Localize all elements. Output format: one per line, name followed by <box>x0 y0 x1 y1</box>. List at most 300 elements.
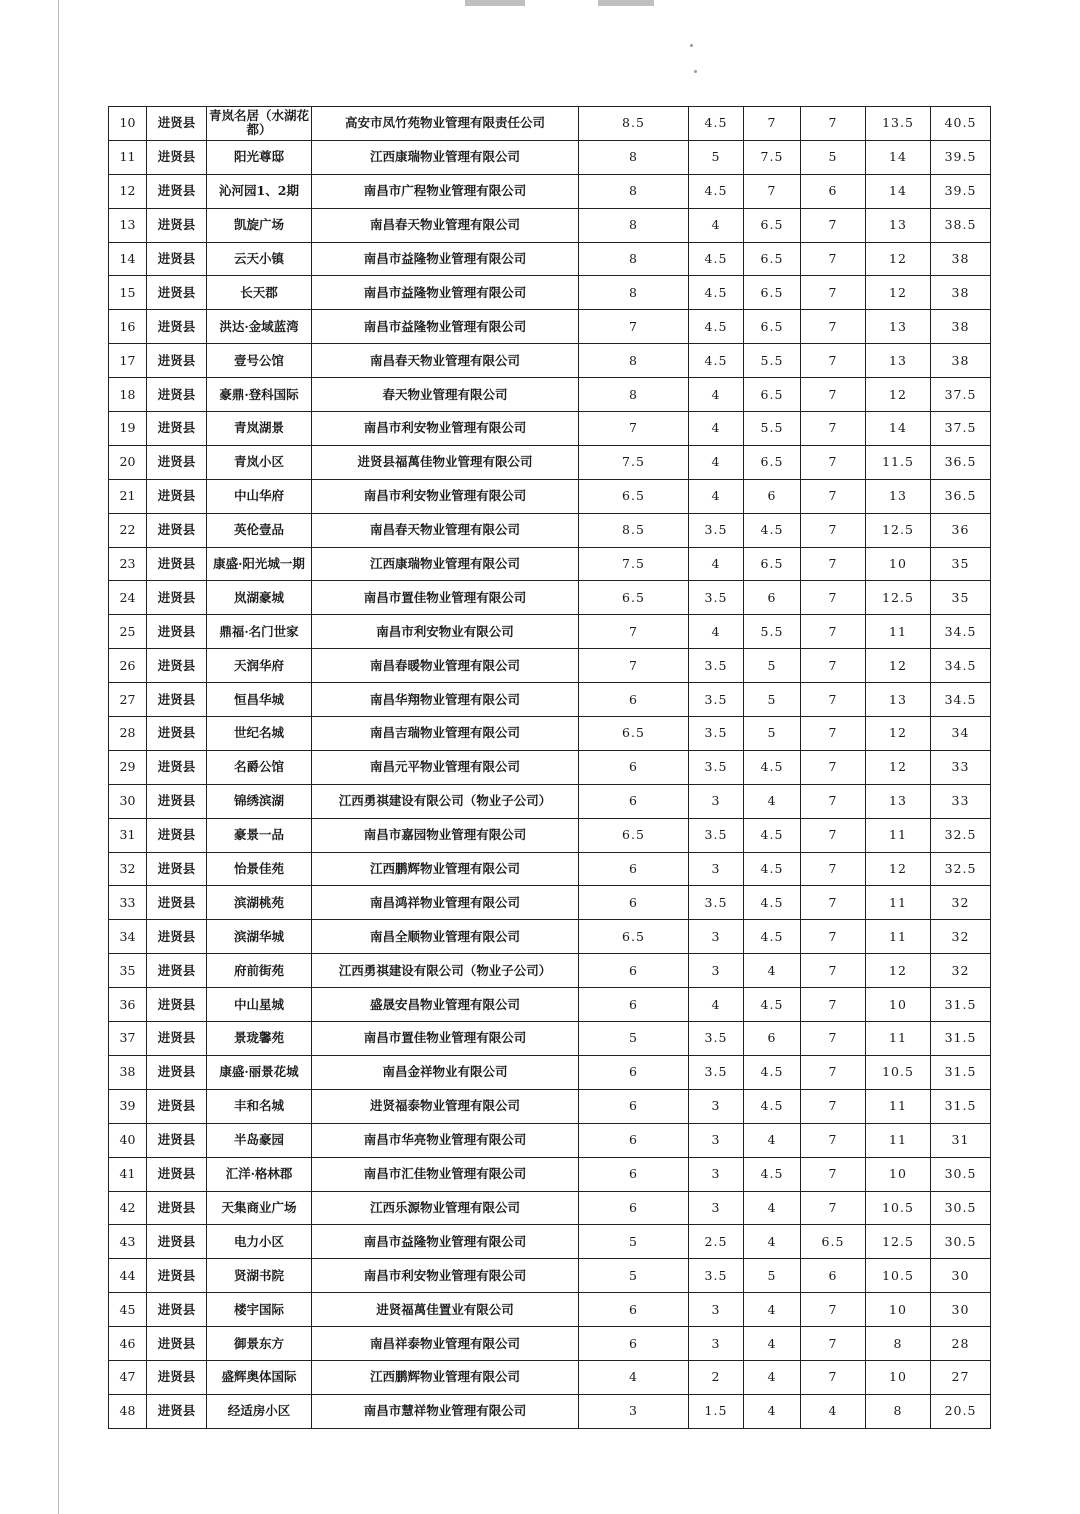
property-company-cell: 南昌金祥物业有限公司 <box>312 1055 579 1089</box>
score-a-cell: 6 <box>579 1191 689 1225</box>
score-d-cell: 7 <box>801 988 866 1022</box>
score-b-cell: 3.5 <box>689 581 744 615</box>
score-b-cell: 3 <box>689 852 744 886</box>
county-cell: 进贤县 <box>147 378 207 412</box>
score-e-cell: 10 <box>866 1360 931 1394</box>
total-score-cell: 27 <box>931 1360 991 1394</box>
score-e-cell: 10 <box>866 988 931 1022</box>
county-cell: 进贤县 <box>147 1089 207 1123</box>
score-c-cell: 6.5 <box>744 547 801 581</box>
score-a-cell: 8.5 <box>579 513 689 547</box>
score-e-cell: 11 <box>866 1022 931 1056</box>
score-d-cell: 6.5 <box>801 1225 866 1259</box>
total-score-cell: 36.5 <box>931 445 991 479</box>
score-c-cell: 6 <box>744 1022 801 1056</box>
table-row <box>109 1360 991 1394</box>
table-row <box>109 920 991 954</box>
project-name-cell: 青岚湖景 <box>207 412 312 446</box>
total-score-cell: 38 <box>931 344 991 378</box>
property-company-cell: 南昌全顺物业管理有限公司 <box>312 920 579 954</box>
scan-artifact <box>465 0 525 6</box>
score-a-cell: 6.5 <box>579 581 689 615</box>
score-c-cell: 5 <box>744 717 801 751</box>
county-cell: 进贤县 <box>147 1191 207 1225</box>
score-d-cell: 7 <box>801 1293 866 1327</box>
score-c-cell: 6.5 <box>744 208 801 242</box>
score-d-cell: 7 <box>801 344 866 378</box>
table-row <box>109 276 991 310</box>
score-e-cell: 13 <box>866 479 931 513</box>
score-b-cell: 4 <box>689 378 744 412</box>
project-name-cell: 天润华府 <box>207 649 312 683</box>
county-cell: 进贤县 <box>147 208 207 242</box>
table-row <box>109 683 991 717</box>
page-edge <box>58 0 59 1514</box>
score-e-cell: 14 <box>866 174 931 208</box>
table-row <box>109 852 991 886</box>
score-e-cell: 12 <box>866 276 931 310</box>
row-number-cell: 26 <box>109 649 147 683</box>
project-name-cell: 鼎福·名门世家 <box>207 615 312 649</box>
project-name-cell: 府前街苑 <box>207 954 312 988</box>
total-score-cell: 28 <box>931 1327 991 1361</box>
score-c-cell: 4 <box>744 1225 801 1259</box>
score-b-cell: 4.5 <box>689 107 744 141</box>
score-b-cell: 3 <box>689 1327 744 1361</box>
score-b-cell: 4 <box>689 479 744 513</box>
score-e-cell: 11 <box>866 1089 931 1123</box>
table-row <box>109 818 991 852</box>
property-company-cell: 南昌市汇佳物业管理有限公司 <box>312 1157 579 1191</box>
score-c-cell: 6.5 <box>744 445 801 479</box>
score-b-cell: 3.5 <box>689 818 744 852</box>
scan-speck <box>694 70 697 73</box>
county-cell: 进贤县 <box>147 1157 207 1191</box>
score-b-cell: 2 <box>689 1360 744 1394</box>
score-table <box>108 106 991 1429</box>
project-name-cell: 沁河园1、2期 <box>207 174 312 208</box>
score-c-cell: 4.5 <box>744 988 801 1022</box>
row-number-cell: 41 <box>109 1157 147 1191</box>
score-c-cell: 4 <box>744 954 801 988</box>
property-company-cell: 南昌市利安物业管理有限公司 <box>312 479 579 513</box>
score-e-cell: 10 <box>866 547 931 581</box>
property-company-cell: 南昌市利安物业有限公司 <box>312 615 579 649</box>
row-number-cell: 48 <box>109 1394 147 1428</box>
county-cell: 进贤县 <box>147 276 207 310</box>
score-d-cell: 7 <box>801 310 866 344</box>
total-score-cell: 30.5 <box>931 1225 991 1259</box>
score-c-cell: 5.5 <box>744 412 801 446</box>
score-d-cell: 7 <box>801 378 866 412</box>
row-number-cell: 23 <box>109 547 147 581</box>
score-c-cell: 5 <box>744 649 801 683</box>
score-b-cell: 3 <box>689 1089 744 1123</box>
score-a-cell: 8 <box>579 208 689 242</box>
project-name-cell: 御景东方 <box>207 1327 312 1361</box>
table-row <box>109 140 991 174</box>
score-b-cell: 3 <box>689 954 744 988</box>
score-d-cell: 7 <box>801 479 866 513</box>
score-a-cell: 7 <box>579 412 689 446</box>
county-cell: 进贤县 <box>147 818 207 852</box>
county-cell: 进贤县 <box>147 750 207 784</box>
row-number-cell: 15 <box>109 276 147 310</box>
total-score-cell: 37.5 <box>931 412 991 446</box>
total-score-cell: 36 <box>931 513 991 547</box>
total-score-cell: 39.5 <box>931 140 991 174</box>
score-c-cell: 4.5 <box>744 750 801 784</box>
project-name-cell: 豪鼎·登科国际 <box>207 378 312 412</box>
table-row <box>109 1259 991 1293</box>
score-a-cell: 6 <box>579 988 689 1022</box>
total-score-cell: 30.5 <box>931 1191 991 1225</box>
row-number-cell: 10 <box>109 107 147 141</box>
score-a-cell: 6 <box>579 750 689 784</box>
county-cell: 进贤县 <box>147 107 207 141</box>
property-company-cell: 南昌春天物业管理有限公司 <box>312 344 579 378</box>
score-e-cell: 12 <box>866 378 931 412</box>
score-c-cell: 4.5 <box>744 818 801 852</box>
project-name-cell: 贤湖书院 <box>207 1259 312 1293</box>
score-b-cell: 3.5 <box>689 1055 744 1089</box>
row-number-cell: 28 <box>109 717 147 751</box>
score-a-cell: 6 <box>579 954 689 988</box>
score-e-cell: 13 <box>866 784 931 818</box>
score-b-cell: 4.5 <box>689 344 744 378</box>
score-b-cell: 2.5 <box>689 1225 744 1259</box>
score-b-cell: 3 <box>689 1123 744 1157</box>
score-b-cell: 3 <box>689 1157 744 1191</box>
county-cell: 进贤县 <box>147 649 207 683</box>
property-company-cell: 南昌华翔物业管理有限公司 <box>312 683 579 717</box>
score-b-cell: 3.5 <box>689 513 744 547</box>
score-e-cell: 12.5 <box>866 513 931 547</box>
score-a-cell: 7 <box>579 649 689 683</box>
score-a-cell: 6 <box>579 1123 689 1157</box>
county-cell: 进贤县 <box>147 1360 207 1394</box>
score-d-cell: 7 <box>801 412 866 446</box>
county-cell: 进贤县 <box>147 988 207 1022</box>
property-company-cell: 南昌市置佳物业管理有限公司 <box>312 581 579 615</box>
score-a-cell: 4 <box>579 1360 689 1394</box>
score-c-cell: 6.5 <box>744 310 801 344</box>
score-b-cell: 4.5 <box>689 174 744 208</box>
score-e-cell: 11 <box>866 920 931 954</box>
score-e-cell: 12 <box>866 717 931 751</box>
county-cell: 进贤县 <box>147 683 207 717</box>
score-d-cell: 6 <box>801 1259 866 1293</box>
score-a-cell: 7.5 <box>579 547 689 581</box>
table-row <box>109 581 991 615</box>
score-b-cell: 3 <box>689 920 744 954</box>
score-d-cell: 7 <box>801 547 866 581</box>
total-score-cell: 31.5 <box>931 988 991 1022</box>
row-number-cell: 42 <box>109 1191 147 1225</box>
county-cell: 进贤县 <box>147 1259 207 1293</box>
county-cell: 进贤县 <box>147 547 207 581</box>
total-score-cell: 20.5 <box>931 1394 991 1428</box>
county-cell: 进贤县 <box>147 1327 207 1361</box>
county-cell: 进贤县 <box>147 310 207 344</box>
score-e-cell: 10.5 <box>866 1259 931 1293</box>
property-company-cell: 南昌市置佳物业管理有限公司 <box>312 1022 579 1056</box>
project-name-cell: 豪景一品 <box>207 818 312 852</box>
property-company-cell: 南昌市华亮物业管理有限公司 <box>312 1123 579 1157</box>
score-d-cell: 7 <box>801 445 866 479</box>
table-row <box>109 1394 991 1428</box>
score-e-cell: 11.5 <box>866 445 931 479</box>
score-a-cell: 6.5 <box>579 479 689 513</box>
row-number-cell: 14 <box>109 242 147 276</box>
score-a-cell: 6 <box>579 886 689 920</box>
score-b-cell: 4.5 <box>689 310 744 344</box>
total-score-cell: 33 <box>931 784 991 818</box>
score-e-cell: 13 <box>866 344 931 378</box>
total-score-cell: 32 <box>931 886 991 920</box>
project-name-cell: 天集商业广场 <box>207 1191 312 1225</box>
project-name-cell: 英伦壹品 <box>207 513 312 547</box>
total-score-cell: 32.5 <box>931 818 991 852</box>
score-e-cell: 12.5 <box>866 581 931 615</box>
score-b-cell: 4 <box>689 208 744 242</box>
score-d-cell: 7 <box>801 276 866 310</box>
score-d-cell: 6 <box>801 174 866 208</box>
score-table-body <box>109 107 991 1429</box>
row-number-cell: 25 <box>109 615 147 649</box>
score-e-cell: 12 <box>866 242 931 276</box>
score-d-cell: 7 <box>801 615 866 649</box>
score-c-cell: 4 <box>744 1293 801 1327</box>
score-a-cell: 8 <box>579 140 689 174</box>
table-row <box>109 479 991 513</box>
row-number-cell: 16 <box>109 310 147 344</box>
score-d-cell: 5 <box>801 140 866 174</box>
row-number-cell: 30 <box>109 784 147 818</box>
score-d-cell: 7 <box>801 1327 866 1361</box>
score-b-cell: 3.5 <box>689 649 744 683</box>
score-c-cell: 4 <box>744 1123 801 1157</box>
county-cell: 进贤县 <box>147 1394 207 1428</box>
row-number-cell: 19 <box>109 412 147 446</box>
score-c-cell: 5.5 <box>744 615 801 649</box>
scan-artifact <box>598 0 654 6</box>
project-name-cell: 汇洋·格林郡 <box>207 1157 312 1191</box>
table-row <box>109 1327 991 1361</box>
table-row <box>109 988 991 1022</box>
property-company-cell: 南昌市利安物业管理有限公司 <box>312 412 579 446</box>
county-cell: 进贤县 <box>147 1293 207 1327</box>
score-b-cell: 4 <box>689 988 744 1022</box>
score-c-cell: 4.5 <box>744 852 801 886</box>
total-score-cell: 32 <box>931 920 991 954</box>
score-c-cell: 5.5 <box>744 344 801 378</box>
table-row <box>109 310 991 344</box>
score-e-cell: 13 <box>866 208 931 242</box>
property-company-cell: 江西勇祺建设有限公司（物业子公司） <box>312 784 579 818</box>
total-score-cell: 35 <box>931 581 991 615</box>
score-d-cell: 7 <box>801 750 866 784</box>
score-c-cell: 4 <box>744 1360 801 1394</box>
table-row <box>109 412 991 446</box>
row-number-cell: 32 <box>109 852 147 886</box>
score-c-cell: 7 <box>744 174 801 208</box>
total-score-cell: 30 <box>931 1293 991 1327</box>
score-c-cell: 4.5 <box>744 1157 801 1191</box>
table-row <box>109 1191 991 1225</box>
score-a-cell: 6.5 <box>579 717 689 751</box>
score-c-cell: 4.5 <box>744 920 801 954</box>
property-company-cell: 江西康瑞物业管理有限公司 <box>312 547 579 581</box>
project-name-cell: 怡景佳苑 <box>207 852 312 886</box>
score-a-cell: 8 <box>579 242 689 276</box>
total-score-cell: 40.5 <box>931 107 991 141</box>
score-a-cell: 8 <box>579 378 689 412</box>
county-cell: 进贤县 <box>147 174 207 208</box>
score-e-cell: 11 <box>866 886 931 920</box>
county-cell: 进贤县 <box>147 1225 207 1259</box>
row-number-cell: 46 <box>109 1327 147 1361</box>
score-c-cell: 4 <box>744 1191 801 1225</box>
property-company-cell: 南昌市利安物业管理有限公司 <box>312 1259 579 1293</box>
county-cell: 进贤县 <box>147 412 207 446</box>
table-row <box>109 1089 991 1123</box>
table-row <box>109 1293 991 1327</box>
row-number-cell: 31 <box>109 818 147 852</box>
score-d-cell: 7 <box>801 649 866 683</box>
project-name-cell: 盛辉奥体国际 <box>207 1360 312 1394</box>
score-b-cell: 4 <box>689 445 744 479</box>
total-score-cell: 34.5 <box>931 615 991 649</box>
row-number-cell: 40 <box>109 1123 147 1157</box>
score-e-cell: 12 <box>866 852 931 886</box>
project-name-cell: 中山华府 <box>207 479 312 513</box>
total-score-cell: 32 <box>931 954 991 988</box>
property-company-cell: 南昌市嘉园物业管理有限公司 <box>312 818 579 852</box>
county-cell: 进贤县 <box>147 1123 207 1157</box>
total-score-cell: 34.5 <box>931 683 991 717</box>
project-name-cell: 青岚小区 <box>207 445 312 479</box>
score-e-cell: 11 <box>866 818 931 852</box>
table-row <box>109 784 991 818</box>
score-e-cell: 8 <box>866 1327 931 1361</box>
project-name-cell: 凯旋广场 <box>207 208 312 242</box>
project-name-cell: 景珑馨苑 <box>207 1022 312 1056</box>
score-a-cell: 8 <box>579 174 689 208</box>
score-d-cell: 7 <box>801 852 866 886</box>
score-b-cell: 3 <box>689 1191 744 1225</box>
total-score-cell: 34.5 <box>931 649 991 683</box>
row-number-cell: 17 <box>109 344 147 378</box>
table-row <box>109 1157 991 1191</box>
score-b-cell: 4.5 <box>689 242 744 276</box>
score-b-cell: 3.5 <box>689 750 744 784</box>
total-score-cell: 30 <box>931 1259 991 1293</box>
project-name-cell: 半岛豪园 <box>207 1123 312 1157</box>
score-a-cell: 6 <box>579 683 689 717</box>
county-cell: 进贤县 <box>147 954 207 988</box>
project-name-cell: 长天郡 <box>207 276 312 310</box>
score-e-cell: 12 <box>866 954 931 988</box>
score-a-cell: 6 <box>579 1327 689 1361</box>
score-c-cell: 4 <box>744 1394 801 1428</box>
score-a-cell: 6 <box>579 852 689 886</box>
county-cell: 进贤县 <box>147 1022 207 1056</box>
project-name-cell: 世纪名城 <box>207 717 312 751</box>
total-score-cell: 38.5 <box>931 208 991 242</box>
score-e-cell: 12.5 <box>866 1225 931 1259</box>
row-number-cell: 35 <box>109 954 147 988</box>
row-number-cell: 13 <box>109 208 147 242</box>
property-company-cell: 南昌市益隆物业管理有限公司 <box>312 310 579 344</box>
score-d-cell: 7 <box>801 784 866 818</box>
row-number-cell: 37 <box>109 1022 147 1056</box>
score-c-cell: 7 <box>744 107 801 141</box>
property-company-cell: 进贤福萬佳置业有限公司 <box>312 1293 579 1327</box>
county-cell: 进贤县 <box>147 445 207 479</box>
row-number-cell: 43 <box>109 1225 147 1259</box>
total-score-cell: 38 <box>931 242 991 276</box>
score-e-cell: 12 <box>866 750 931 784</box>
score-e-cell: 13 <box>866 310 931 344</box>
score-a-cell: 3 <box>579 1394 689 1428</box>
score-c-cell: 4.5 <box>744 513 801 547</box>
score-b-cell: 4 <box>689 412 744 446</box>
county-cell: 进贤县 <box>147 1055 207 1089</box>
total-score-cell: 38 <box>931 310 991 344</box>
score-a-cell: 6 <box>579 1157 689 1191</box>
score-a-cell: 8 <box>579 344 689 378</box>
score-b-cell: 5 <box>689 140 744 174</box>
row-number-cell: 24 <box>109 581 147 615</box>
score-c-cell: 4.5 <box>744 1089 801 1123</box>
scan-speck <box>690 44 693 47</box>
score-d-cell: 7 <box>801 886 866 920</box>
county-cell: 进贤县 <box>147 615 207 649</box>
score-d-cell: 7 <box>801 717 866 751</box>
row-number-cell: 12 <box>109 174 147 208</box>
row-number-cell: 47 <box>109 1360 147 1394</box>
score-a-cell: 5 <box>579 1022 689 1056</box>
score-a-cell: 6 <box>579 784 689 818</box>
score-e-cell: 13 <box>866 683 931 717</box>
score-b-cell: 3 <box>689 784 744 818</box>
score-d-cell: 7 <box>801 1360 866 1394</box>
score-d-cell: 7 <box>801 818 866 852</box>
total-score-cell: 35 <box>931 547 991 581</box>
score-c-cell: 6 <box>744 581 801 615</box>
total-score-cell: 33 <box>931 750 991 784</box>
county-cell: 进贤县 <box>147 920 207 954</box>
project-name-cell: 恒昌华城 <box>207 683 312 717</box>
score-e-cell: 10.5 <box>866 1055 931 1089</box>
property-company-cell: 高安市凤竹苑物业管理有限责任公司 <box>312 107 579 141</box>
property-company-cell: 南昌春天物业管理有限公司 <box>312 208 579 242</box>
project-name-cell: 云天小镇 <box>207 242 312 276</box>
row-number-cell: 44 <box>109 1259 147 1293</box>
property-company-cell: 南昌市广程物业管理有限公司 <box>312 174 579 208</box>
row-number-cell: 22 <box>109 513 147 547</box>
property-company-cell: 南昌吉瑞物业管理有限公司 <box>312 717 579 751</box>
county-cell: 进贤县 <box>147 344 207 378</box>
table-row <box>109 717 991 751</box>
table-row <box>109 1225 991 1259</box>
score-b-cell: 3.5 <box>689 683 744 717</box>
score-b-cell: 3.5 <box>689 717 744 751</box>
score-b-cell: 4 <box>689 547 744 581</box>
project-name-cell: 康盛·丽景花城 <box>207 1055 312 1089</box>
score-a-cell: 8.5 <box>579 107 689 141</box>
